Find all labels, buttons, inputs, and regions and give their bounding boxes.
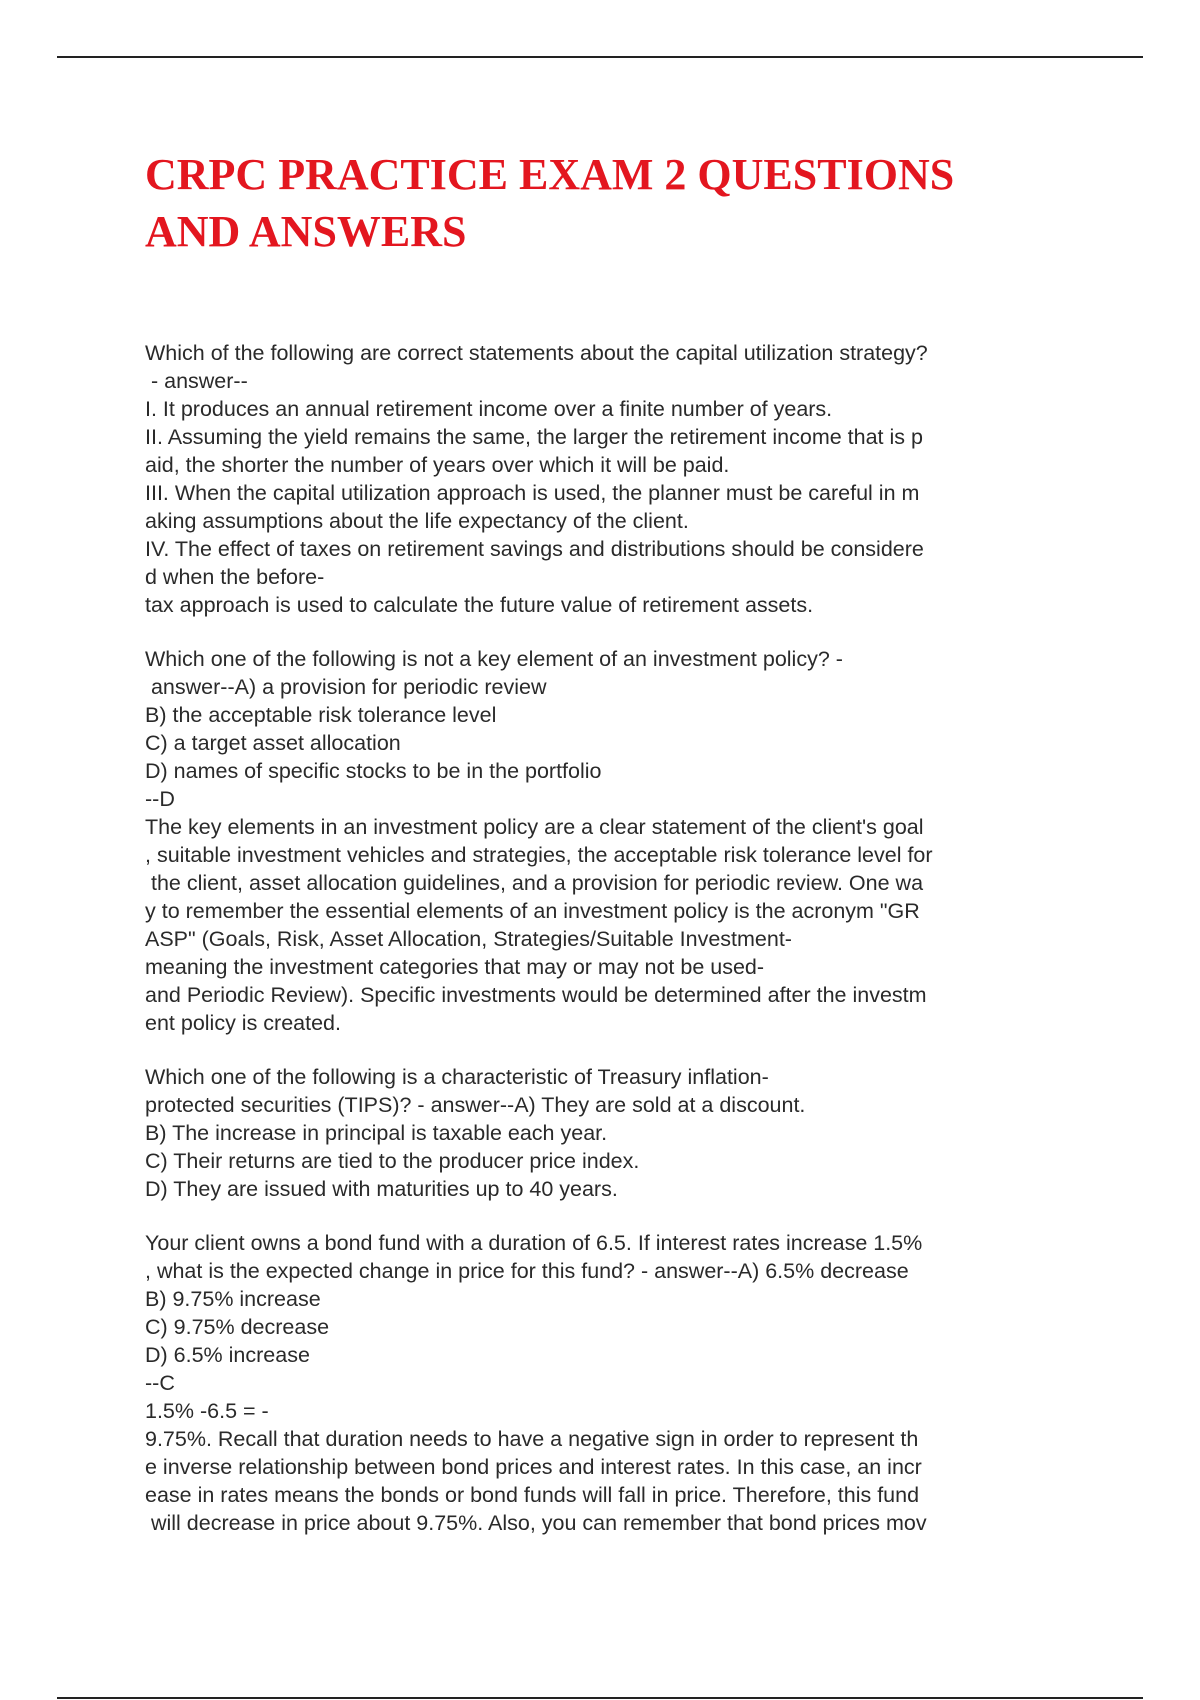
document-body [145,339,1065,1563]
text-line: meaning the investment categories that may or may not be used- [145,955,765,979]
question-block-3 [145,1063,1065,1203]
text-line: II. Assuming the yield remains the same, the larger the retirement income that is p [145,425,923,449]
text-line: D) They are issued with maturities up to 40 years. [145,1177,618,1201]
text-line: C) Their returns are tied to the producer price index. [145,1149,640,1173]
text-line: protected securities (TIPS)? - answer--A) They are sold at a discount. [145,1093,806,1117]
text-line: B) the acceptable risk tolerance level [145,703,497,727]
text-line: aid, the shorter the number of years over which it will be paid. [145,453,730,477]
text-line: --C [145,1371,175,1395]
text-line: tax approach is used to calculate the future value of retirement assets. [145,593,814,617]
text-line: , suitable investment vehicles and strategies, the acceptable risk tolerance level for [145,843,933,867]
text-line: C) a target asset allocation [145,731,401,755]
text-line: 9.75%. Recall that duration needs to have a negative sign in order to represent th [145,1427,919,1451]
title-line-2: AND ANSWERS [145,207,467,256]
text-line: ASP" (Goals, Risk, Asset Allocation, Strategies/Suitable Investment- [145,927,792,951]
text-line: Which one of the following is a characteristic of Treasury inflation- [145,1065,769,1089]
text-line: the client, asset allocation guidelines, and a provision for periodic review. One wa [145,871,924,895]
document-title [145,146,1065,260]
text-line: B) 9.75% increase [145,1287,321,1311]
text-line: D) 6.5% increase [145,1343,310,1367]
text-line: IV. The effect of taxes on retirement savings and distributions should be considere [145,537,924,561]
text-line: answer--A) a provision for periodic review [145,675,547,699]
question-block-2 [145,645,1065,1037]
text-line: ent policy is created. [145,1011,341,1035]
text-line: - answer-- [145,369,248,393]
text-line: and Periodic Review). Specific investments would be determined after the investm [145,983,927,1007]
question-block-4 [145,1229,1065,1537]
text-line: d when the before- [145,565,325,589]
text-line: C) 9.75% decrease [145,1315,330,1339]
text-line: Which of the following are correct statements about the capital utilization strategy? [145,341,928,365]
text-line: y to remember the essential elements of an investment policy is the acronym "GR [145,899,920,923]
header-rule [57,56,1143,58]
text-line: The key elements in an investment policy are a clear statement of the client's goal [145,815,924,839]
text-line: , what is the expected change in price for this fund? - answer--A) 6.5% decrease [145,1259,909,1283]
text-line: ease in rates means the bonds or bond funds will fall in price. Therefore, this fund [145,1483,920,1507]
question-block-1 [145,339,1065,619]
footer-rule [57,1697,1143,1699]
text-line: D) names of specific stocks to be in the portfolio [145,759,602,783]
text-line: III. When the capital utilization approach is used, the planner must be careful in m [145,481,920,505]
text-line: aking assumptions about the life expectancy of the client. [145,509,689,533]
text-line: will decrease in price about 9.75%. Also, you can remember that bond prices mov [145,1511,927,1535]
text-line: B) The increase in principal is taxable each year. [145,1121,608,1145]
text-line: Which one of the following is not a key element of an investment policy? - [145,647,843,671]
text-line: e inverse relationship between bond prices and interest rates. In this case, an incr [145,1455,922,1479]
text-line: 1.5% -6.5 = - [145,1399,269,1423]
text-line: Your client owns a bond fund with a duration of 6.5. If interest rates increase 1.5% [145,1231,923,1255]
text-line: --D [145,787,175,811]
title-line-1: CRPC PRACTICE EXAM 2 QUESTIONS [145,150,955,199]
text-line: I. It produces an annual retirement income over a finite number of years. [145,397,833,421]
